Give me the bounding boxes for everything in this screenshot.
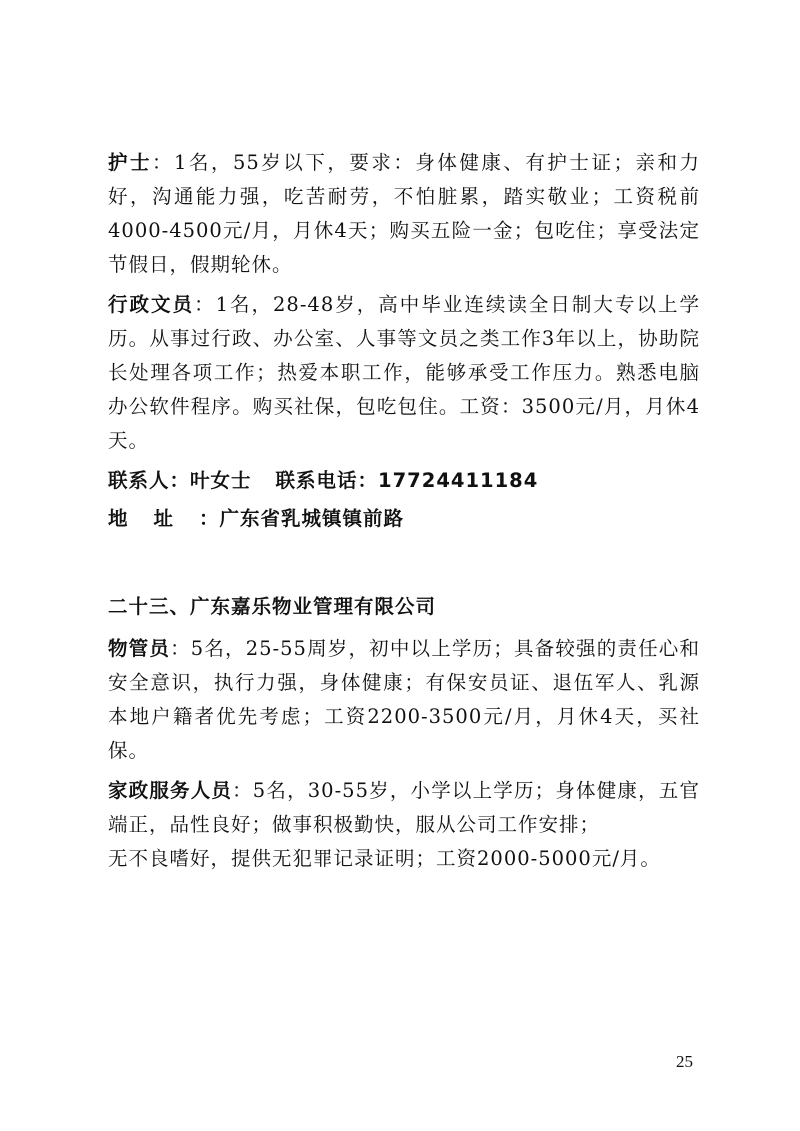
contact-line: [108, 464, 700, 498]
contact-person: 叶女士: [190, 469, 252, 492]
address-line: [108, 502, 700, 536]
nurse-title: 护士: [108, 151, 153, 174]
property-manager-text: ：5名，25-55周岁，初中以上学历；具备较强的责任心和安全意识，执行力强，身体健康；有保安员证、退伍军人、乳源本地户籍者优先考虑；工资2200-3500元/月，月休4天，买社保。: [108, 637, 700, 762]
section-heading-23: 二十三、广东嘉乐物业管理有限公司: [108, 595, 437, 618]
housekeeping-title: 家政服务人员: [108, 779, 233, 802]
admin-clerk-text: ：1名，28-48岁，高中毕业连续读全日制大专以上学历。从事过行政、办公室、人事等文员之类工作3年以上，协助院长处理各项工作；热爱本职工作，能够承受工作压力。熟悉电脑办公软件程序。购买社保，包吃包住。工资：3500元/月，月休4天。: [108, 293, 700, 452]
contact-phone: 17724411184: [378, 469, 539, 492]
address-colon: ：: [199, 507, 220, 530]
admin-clerk-title: 行政文员: [108, 293, 195, 316]
property-manager-paragraph: [108, 632, 700, 768]
address-label: 地址: [108, 507, 200, 530]
admin-clerk-paragraph: [108, 288, 700, 458]
housekeeping-text-2: 无不良嗜好，提供无犯罪记录证明；工资2000-5000元/月。: [108, 847, 661, 870]
contact-person-label: 联系人：: [108, 469, 191, 492]
property-manager-title: 物管员: [108, 637, 171, 660]
page-content: [108, 146, 700, 882]
page-number: 25: [676, 1052, 693, 1071]
nurse-text: ：1名，55岁以下，要求：身体健康、有护士证；亲和力好，沟通能力强，吃苦耐劳，不怕脏累，踏实敬业；工资税前4000-4500元/月，月休4天；购买五险一金；包吃住；享受法定节假日，假期轮休。: [108, 151, 700, 276]
housekeeping-text: ：5名，30-55岁，小学以上学历；身体健康，五官端正，品性良好；做事积极勤快，服从公司工作安排；: [108, 779, 700, 836]
address-value: 广东省乳城镇镇前路: [219, 507, 405, 530]
housekeeping-paragraph: [108, 774, 700, 876]
nurse-paragraph: [108, 146, 700, 282]
contact-phone-label: 联系电话：: [275, 469, 379, 492]
